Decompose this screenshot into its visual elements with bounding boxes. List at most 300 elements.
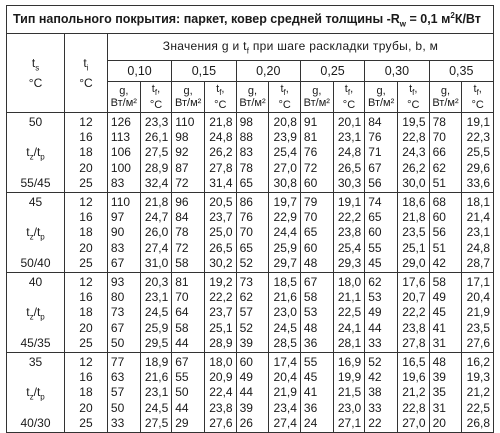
g-value: 50: [110, 400, 125, 415]
tf-column: [333, 193, 365, 273]
tf-unit: °C: [407, 99, 420, 112]
tf-column: [269, 113, 301, 193]
g-column: [429, 113, 462, 193]
g-value: 65: [239, 175, 253, 190]
tf-value: 23,5: [402, 225, 426, 240]
g-column: [107, 273, 140, 353]
tf-value: 16,9: [337, 355, 362, 369]
ti-value: 16: [79, 130, 93, 145]
tf-value: 30,8: [273, 175, 297, 190]
tf-unit-header: $t_f$, °C: [462, 82, 494, 113]
g-column: [365, 113, 398, 193]
tf-value: 32,4: [144, 175, 169, 190]
g-value: 84: [368, 115, 382, 129]
spacing-b-0: 0,10: [107, 61, 171, 82]
g-value: 93: [110, 275, 125, 289]
tf-unit-header: $t_f$, °C: [333, 82, 365, 113]
g-value: 90: [110, 225, 125, 240]
ti-column: [65, 273, 108, 353]
tf-unit-header: $t_f$, °C: [205, 82, 237, 113]
g-value: 33: [368, 400, 382, 415]
tf-value: 25,5: [466, 145, 490, 160]
tf-value: 16,2: [466, 355, 490, 369]
g-label: g,: [119, 85, 129, 97]
g-column: [107, 353, 140, 433]
g-unit: Вт/м²: [367, 97, 395, 109]
tf-value: 22,5: [466, 400, 490, 415]
tf-value: 23,0: [273, 305, 297, 320]
g-value: 64: [175, 305, 189, 320]
tf-value: 23,7: [209, 305, 233, 320]
g-value: 45: [368, 255, 382, 270]
tf-value: 19,9: [337, 370, 362, 385]
tf-value: 21,4: [466, 210, 490, 225]
tf-value: 27,6: [466, 335, 490, 350]
spacing-b-3: 0,25: [300, 61, 364, 82]
g-value: 86: [239, 195, 253, 209]
g-value: 76: [368, 130, 382, 145]
g-value: 96: [175, 195, 189, 209]
g-value: 50: [110, 335, 125, 350]
tf-value: 23,1: [144, 385, 169, 400]
g-value: 62: [239, 290, 253, 305]
g-value: 58: [175, 320, 189, 335]
spacing-b-1: 0,15: [172, 61, 236, 82]
g-column: [236, 193, 269, 273]
tf-value: 21,5: [337, 385, 362, 400]
tf-value: 25,0: [209, 225, 233, 240]
tf-label: $t_f$: [344, 82, 351, 98]
g-value: 44: [175, 335, 189, 350]
tf-value: 33,6: [466, 175, 490, 190]
g-column: [365, 273, 398, 353]
g-value: 80: [110, 290, 125, 305]
g-value: 51: [432, 175, 446, 190]
ti-value: 18: [79, 145, 93, 160]
ti-value: 20: [79, 240, 93, 255]
g-value: 41: [432, 320, 446, 335]
g-value: 73: [239, 275, 253, 289]
tf-value: 31,4: [209, 175, 233, 190]
spacing-b-5: 0,35: [429, 61, 493, 82]
g-unit: Вт/м²: [303, 97, 330, 109]
tf-value: 23,5: [466, 320, 490, 335]
tf-value: 28,7: [466, 255, 490, 270]
g-column: [365, 353, 398, 433]
ti-value: 12: [79, 275, 93, 289]
g-value: 73: [110, 305, 125, 320]
g-value: 110: [175, 115, 195, 129]
ti-column: [65, 353, 108, 433]
g-column: [172, 353, 205, 433]
tf-value: 20,7: [402, 290, 426, 305]
tf-value: 28,9: [209, 335, 233, 350]
g-value: 48: [303, 320, 318, 335]
g-value: 58: [432, 275, 446, 289]
g-unit: Вт/м²: [110, 97, 137, 109]
g-value: 20: [432, 415, 446, 430]
g-column: [236, 273, 269, 353]
tf-value: 18,0: [337, 275, 362, 289]
tf-value: 17,1: [466, 275, 490, 289]
tf-value: 25,9: [144, 320, 169, 335]
tf-value: 19,6: [402, 370, 426, 385]
tf-value: 25,1: [402, 240, 426, 255]
tf-value: 22,2: [337, 210, 362, 225]
g-value: 44: [239, 385, 253, 400]
tf-value: 22,4: [209, 385, 233, 400]
g-value: 72: [175, 175, 189, 190]
tf-value: 19,5: [402, 115, 426, 129]
g-value: 62: [432, 160, 446, 175]
tf-column: [205, 353, 237, 433]
g-value: 106: [110, 145, 131, 160]
ratio-value: 40/30: [20, 415, 51, 430]
g-value: 79: [303, 195, 318, 209]
g-value: 100: [110, 160, 131, 175]
tf-value: 24,4: [273, 225, 297, 240]
g-column: [300, 353, 333, 433]
tf-column: [140, 353, 172, 433]
tf-value: 23,1: [144, 290, 169, 305]
g-value: 84: [175, 210, 189, 225]
tf-column: [205, 113, 237, 193]
tf-value: 21,9: [273, 385, 297, 400]
g-value: 113: [110, 130, 131, 145]
g-value: 35: [432, 385, 446, 400]
tf-unit-header: $t_f$, °C: [269, 82, 301, 113]
g-value: 67: [368, 160, 382, 175]
g-value: 39: [239, 400, 253, 415]
ti-value: 16: [79, 370, 93, 385]
g-value: 52: [239, 320, 253, 335]
tf-value: 21,8: [209, 115, 233, 129]
g-value: 58: [303, 290, 318, 305]
g-column: [172, 273, 205, 353]
tf-value: 21,2: [466, 385, 490, 400]
g-label: g,: [440, 85, 451, 97]
ti-value: 20: [79, 160, 93, 175]
g-column: [300, 273, 333, 353]
tf-value: 17,4: [273, 355, 297, 369]
tf-value: 20,8: [273, 115, 297, 129]
tf-value: 21,6: [273, 290, 297, 305]
tf-value: 21,2: [402, 385, 426, 400]
tf-value: 29,0: [402, 255, 426, 270]
tf-value: 27,0: [402, 415, 426, 430]
g-value: 45: [303, 370, 318, 385]
g-value: 44: [175, 400, 189, 415]
tf-unit: °C: [471, 99, 484, 112]
tf-value: 25,9: [273, 240, 297, 255]
tf-column: [140, 113, 172, 193]
tf-value: 26,5: [209, 240, 233, 255]
spacing-values-header: Значения g и $t_f$ при шаге раскладки трубы, b, м: [107, 34, 493, 61]
tf-value: 18,5: [273, 275, 297, 289]
tf-unit: °C: [149, 99, 163, 112]
g-value: 76: [239, 210, 253, 225]
g-value: 24: [303, 415, 318, 430]
g-value: 74: [368, 195, 382, 209]
g-value: 48: [432, 355, 446, 369]
g-label: g,: [183, 85, 193, 97]
g-value: 56: [368, 175, 382, 190]
tf-value: 22,8: [402, 130, 426, 145]
ti-header: $t_i$ °C: [65, 34, 108, 113]
g-value: 78: [432, 115, 446, 129]
g-label: g,: [247, 85, 258, 97]
tf-unit: °C: [278, 99, 291, 112]
ti-value: 16: [79, 210, 93, 225]
tf-column: [462, 273, 494, 353]
g-value: 78: [239, 160, 253, 175]
ti-value: 25: [79, 175, 93, 190]
ts-group-label: [7, 273, 65, 353]
tf-value: 24,5: [144, 400, 169, 415]
ts-value: 50: [28, 115, 43, 129]
g-column: [172, 113, 205, 193]
tf-value: 20,1: [337, 115, 362, 129]
tf-value: 23,9: [273, 130, 297, 145]
tf-value: 23,0: [337, 400, 362, 415]
tf-column: [269, 353, 301, 433]
g-value: 53: [303, 305, 318, 320]
g-value: 81: [175, 275, 189, 289]
g-value: 63: [110, 370, 125, 385]
g-value: 60: [432, 210, 446, 225]
ti-value: 12: [79, 195, 93, 209]
tf-value: 16,5: [402, 355, 426, 369]
ti-value: 20: [79, 400, 93, 415]
spacing-b-4: 0,30: [365, 61, 429, 82]
g-value: 49: [432, 290, 446, 305]
g-value: 52: [368, 355, 382, 369]
g-value: 42: [432, 255, 446, 270]
g-value: 83: [239, 145, 253, 160]
tf-value: 28,5: [273, 335, 297, 350]
tf-value: 26,0: [144, 225, 169, 240]
g-value: 71: [368, 145, 382, 160]
ratio-value: 50/40: [20, 255, 51, 270]
tf-value: 27,5: [144, 145, 169, 160]
g-value: 66: [432, 145, 446, 160]
tf-label: $t_f$: [409, 82, 415, 98]
g-value: 62: [368, 275, 382, 289]
tf-value: 27,6: [209, 415, 233, 430]
g-column: [172, 193, 205, 273]
g-value: 87: [175, 160, 189, 175]
tf-value: 26,2: [402, 160, 426, 175]
tf-value: 18,1: [466, 195, 490, 209]
tf-value: 27,0: [273, 160, 297, 175]
g-value: 126: [110, 115, 131, 129]
tf-value: 19,7: [273, 195, 297, 209]
g-unit-header: [365, 82, 398, 113]
tf-value: 23,4: [273, 400, 297, 415]
tf-value: 26,5: [337, 160, 362, 175]
tf-value: 23,7: [209, 210, 233, 225]
ratio-value: 55/45: [20, 175, 51, 190]
tf-column: [333, 273, 365, 353]
group-row: [7, 353, 494, 433]
tf-value: 21,1: [337, 290, 362, 305]
g-value: 67: [303, 275, 318, 289]
tf-value: 29,5: [144, 335, 169, 350]
tf-value: 23,1: [466, 225, 490, 240]
g-value: 70: [175, 290, 189, 305]
tf-value: 22,9: [273, 210, 297, 225]
ts-value: 40: [28, 275, 43, 289]
tf-value: 23,1: [337, 130, 362, 145]
g-value: 49: [368, 305, 382, 320]
g-unit-header: [300, 82, 333, 113]
tf-column: [140, 193, 172, 273]
tf-column: [333, 113, 365, 193]
tf-column: [205, 273, 237, 353]
g-value: 44: [368, 320, 382, 335]
tf-value: 27,4: [144, 240, 169, 255]
g-value: 67: [175, 355, 189, 369]
g-value: 81: [303, 130, 318, 145]
g-value: 77: [110, 355, 125, 369]
tf-value: 30,3: [337, 175, 362, 190]
ti-value: 18: [79, 385, 93, 400]
g-value: 60: [303, 175, 318, 190]
ti-value: 18: [79, 225, 93, 240]
tf-value: 18,6: [402, 195, 426, 209]
tf-column: [333, 353, 365, 433]
tf-value: 23,8: [337, 225, 362, 240]
ratio-value: 45/35: [20, 335, 51, 350]
g-value: 53: [368, 290, 382, 305]
group-row: [7, 113, 494, 193]
g-column: [365, 193, 398, 273]
tf-value: 27,8: [209, 160, 233, 175]
g-unit: Вт/м²: [432, 97, 459, 109]
ratio-label: $t_z/t_p$: [26, 225, 45, 242]
ts-value: 45: [28, 195, 43, 209]
g-value: 31: [432, 400, 446, 415]
tf-value: 27,8: [402, 335, 426, 350]
tf-value: 18,9: [144, 355, 169, 369]
tf-value: 23,8: [402, 320, 426, 335]
ti-column: [65, 193, 108, 273]
g-column: [429, 273, 462, 353]
g-value: 68: [432, 195, 446, 209]
g-value: 31: [432, 335, 446, 350]
ts-group-label: [7, 193, 65, 273]
g-column: [429, 353, 462, 433]
tf-column: [462, 113, 494, 193]
tf-unit-header: $t_f$, °C: [140, 82, 172, 113]
tf-value: 26,2: [209, 145, 233, 160]
ti-value: 12: [79, 355, 93, 369]
g-value: 88: [239, 130, 253, 145]
g-column: [300, 193, 333, 273]
tf-value: 19,2: [209, 275, 233, 289]
tf-value: 30,2: [209, 255, 233, 270]
g-value: 58: [175, 255, 189, 270]
g-value: 72: [175, 240, 189, 255]
g-unit-header: [429, 82, 462, 113]
tf-value: 29,3: [337, 255, 362, 270]
g-value: 56: [432, 225, 446, 240]
tf-value: 21,9: [466, 305, 490, 320]
g-value: 39: [239, 335, 253, 350]
tf-value: 19,3: [466, 370, 490, 385]
ti-value: 25: [79, 335, 93, 350]
tf-value: 22,3: [466, 130, 490, 145]
g-value: 57: [110, 385, 125, 400]
tf-value: 19,1: [466, 115, 490, 129]
tf-value: 21,8: [402, 210, 426, 225]
spacing-b-2: 0,20: [236, 61, 300, 82]
g-value: 78: [175, 225, 189, 240]
g-value: 65: [368, 210, 382, 225]
g-value: 70: [239, 225, 253, 240]
g-column: [236, 353, 269, 433]
tf-label: $t_f$: [151, 82, 158, 98]
tf-column: [398, 193, 430, 273]
tf-value: 22,8: [402, 400, 426, 415]
g-unit-header: [236, 82, 269, 113]
g-column: [236, 113, 269, 193]
tf-column: [462, 193, 494, 273]
g-value: 39: [432, 370, 446, 385]
tf-value: 25,4: [273, 145, 297, 160]
g-value: 57: [239, 305, 253, 320]
g-value: 76: [303, 145, 318, 160]
g-value: 98: [239, 115, 253, 129]
g-value: 60: [368, 225, 382, 240]
tf-value: 18,0: [209, 355, 233, 369]
tf-value: 24,5: [144, 305, 169, 320]
g-value: 51: [432, 240, 446, 255]
tf-unit: °C: [342, 99, 356, 112]
g-value: 92: [175, 145, 189, 160]
tf-value: 27,5: [144, 415, 169, 430]
ti-column: [65, 113, 108, 193]
tf-value: 23,3: [144, 115, 169, 129]
g-value: 65: [303, 225, 318, 240]
g-column: [107, 113, 140, 193]
g-value: 110: [110, 195, 131, 209]
g-value: 50: [175, 385, 189, 400]
tf-value: 24,1: [337, 320, 362, 335]
g-value: 98: [175, 130, 189, 145]
tf-value: 26,1: [144, 130, 169, 145]
g-value: 38: [368, 385, 382, 400]
g-value: 22: [368, 415, 382, 430]
tf-value: 28,9: [144, 160, 169, 175]
group-row: [7, 273, 494, 353]
ti-value: 12: [79, 115, 93, 129]
tf-value: 21,6: [144, 370, 169, 385]
tf-unit-header: $t_f$, °C: [398, 82, 430, 113]
tf-value: 26,8: [466, 415, 490, 430]
tf-value: 30,0: [402, 175, 426, 190]
tf-value: 22,5: [337, 305, 362, 320]
tf-value: 19,1: [337, 195, 362, 209]
g-value: 55: [175, 370, 189, 385]
g-column: [300, 113, 333, 193]
tf-label: $t_f$: [216, 82, 222, 98]
g-value: 97: [110, 210, 125, 225]
tf-value: 20,5: [209, 195, 233, 209]
g-value: 70: [303, 210, 318, 225]
floor-heating-table: [6, 5, 494, 433]
tf-value: 27,4: [273, 415, 297, 430]
